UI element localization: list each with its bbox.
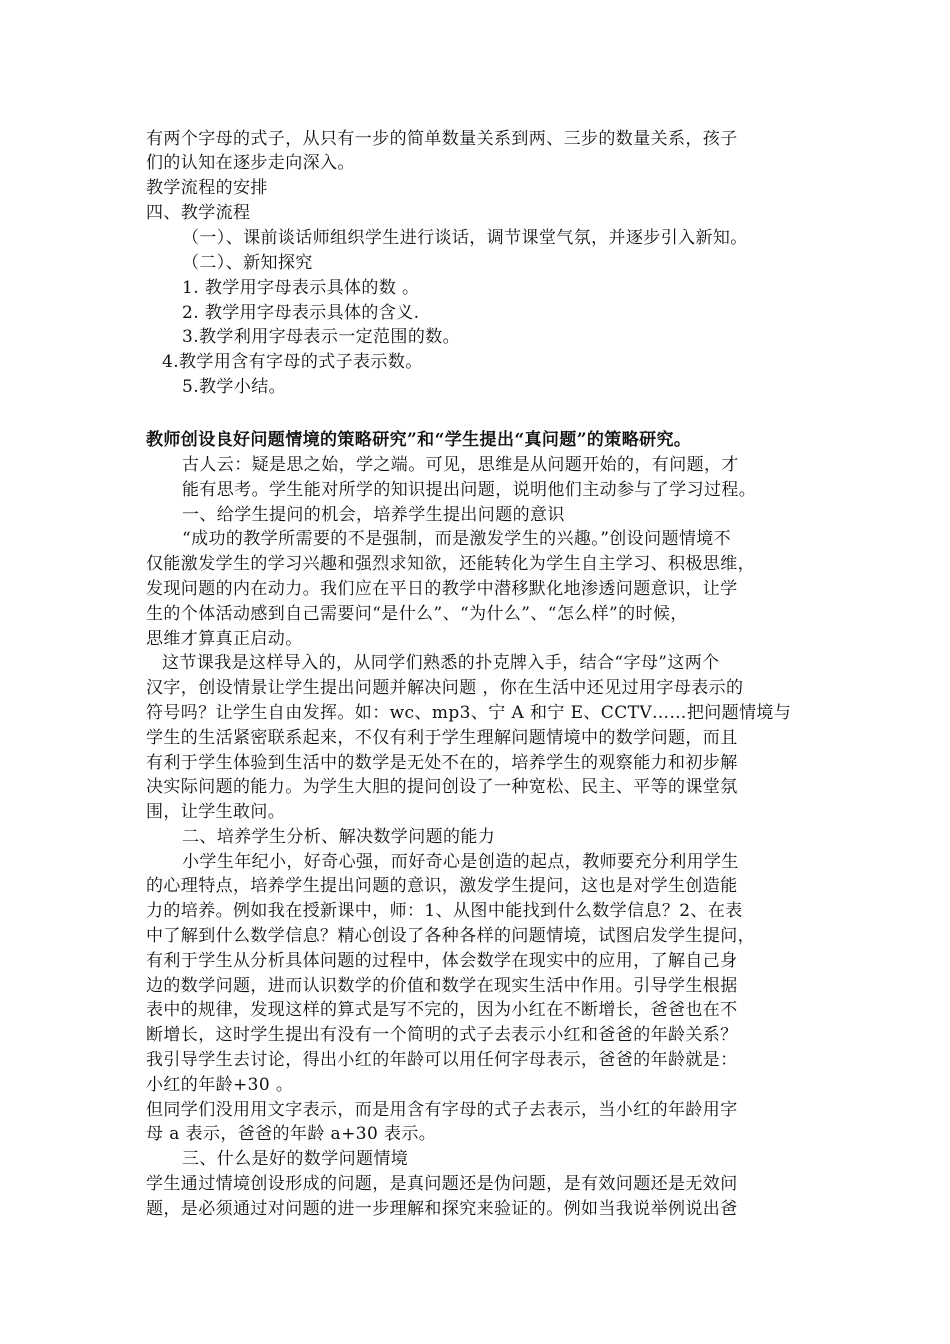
text-line: 汉字，创设情景让学生提出问题并解决问题 ，你在生活中还见过用字母表示的	[146, 678, 744, 698]
text-line: 生的个体活动感到自己需要问“是什么”、“为什么”、“怎么样”的时候，	[146, 604, 688, 624]
text-line: 我引导学生去讨论，得出小红的年龄可以用任何字母表示，爸爸的年龄就是：	[146, 1050, 738, 1070]
list-item: 1. 教学用字母表示具体的数 。	[182, 278, 420, 298]
section-heading: 四、教学流程	[146, 203, 251, 223]
text-line: 断增长，这时学生提出有没有一个简明的式子去表示小红和爸爸的年龄关系？	[146, 1025, 738, 1045]
text-line: 有利于学生体验到生活中的数学是无处不在的，培养学生的观察能力和初步解	[146, 753, 738, 773]
text-line: 中了解到什么数学信息？精心创设了各种各样的问题情境，试图启发学生提问，	[146, 926, 755, 946]
text-line: 的心理特点，培养学生提出问题的意识，激发学生提问，这也是对学生创造能	[146, 876, 738, 896]
text-line: 符号吗？让学生自由发挥。如：wc、mp3、宁 A 和宁 E、CCTV……把问题情境与	[146, 703, 792, 723]
text-line: 思维才算真正启动。	[146, 629, 303, 649]
text-line: 围，让学生敢问。	[146, 802, 286, 822]
text-line: 但同学们没用用文字表示，而是用含有字母的式子去表示，当小红的年龄用字	[146, 1100, 738, 1120]
text-line: 母 a 表示，爸爸的年龄 a+30 表示。	[146, 1124, 437, 1144]
text-line: 小学生年纪小，好奇心强，而好奇心是创造的起点，教师要充分利用学生	[182, 852, 739, 872]
list-item: 5.教学小结。	[182, 377, 287, 397]
text-line: 能有思考。学生能对所学的知识提出问题，说明他们主动参与了学习过程。	[182, 480, 757, 500]
text-line: 古人云：疑是思之始，学之端。可见，思维是从问题开始的，有问题，才	[182, 455, 739, 475]
bold-title: 教师创设良好问题情境的策略研究”和“学生提出“真问题”的策略研究。	[146, 430, 692, 450]
section-heading: 二、培养学生分析、解决数学问题的能力	[182, 827, 496, 847]
text-line: 力的培养。例如我在授新课中，师：1、从图中能找到什么数学信息？2、在表	[146, 901, 743, 921]
list-item: 2. 教学用字母表示具体的含义.	[182, 303, 420, 323]
text-line: 学生通过情境创设形成的问题，是真问题还是伪问题，是有效问题还是无效问	[146, 1174, 738, 1194]
text-line: 表中的规律，发现这样的算式是写不完的，因为小红在不断增长，爸爸也在不	[146, 1000, 738, 1020]
text-line: 决实际问题的能力。为学生大胆的提问创设了一种宽松、民主、平等的课堂氛	[146, 777, 738, 797]
text-line: 们的认知在逐步走向深入。	[146, 153, 355, 173]
text-line: （二）、新知探究	[182, 253, 313, 273]
text-line: 有利于学生从分析具体问题的过程中，体会数学在现实中的应用，了解自己身	[146, 951, 738, 971]
text-line: 小红的年龄+30 。	[146, 1075, 294, 1095]
text-line: 教学流程的安排	[146, 178, 268, 198]
text-line: 这节课我是这样导入的，从同学们熟悉的扑克牌入手，结合“字母”这两个	[162, 653, 720, 673]
section-heading: 一、给学生提问的机会，培养学生提出问题的意识	[182, 505, 565, 525]
text-line: 发现问题的内在动力。我们应在平日的教学中潜移默化地渗透问题意识，让学	[146, 579, 738, 599]
section-heading: 三、什么是好的数学问题情境	[182, 1149, 409, 1169]
text-line: （一）、课前谈话师组织学生进行谈话，调节课堂气氛，并逐步引入新知。	[182, 228, 748, 248]
text-line: 题，是必须通过对问题的进一步理解和探究来验证的。例如当我说举例说出爸	[146, 1199, 738, 1219]
text-line: 学生的生活紧密联系起来，不仅有利于学生理解问题情境中的数学问题，而且	[146, 728, 738, 748]
text-line: “成功的教学所需要的不是强制，而是激发学生的兴趣。”创设问题情境不	[182, 529, 732, 549]
list-item: 3.教学利用字母表示一定范围的数。	[182, 327, 461, 347]
text-line: 边的数学问题，进而认识数学的价值和数学在现实生活中作用。引导学生根据	[146, 976, 738, 996]
text-line: 仅能激发学生的学习兴趣和强烈求知欲，还能转化为学生自主学习、积极思维，	[146, 554, 755, 574]
list-item: 4.教学用含有字母的式子表示数。	[162, 352, 423, 372]
text-line: 有两个字母的式子，从只有一步的简单数量关系到两、三步的数量关系，孩子	[146, 129, 738, 149]
